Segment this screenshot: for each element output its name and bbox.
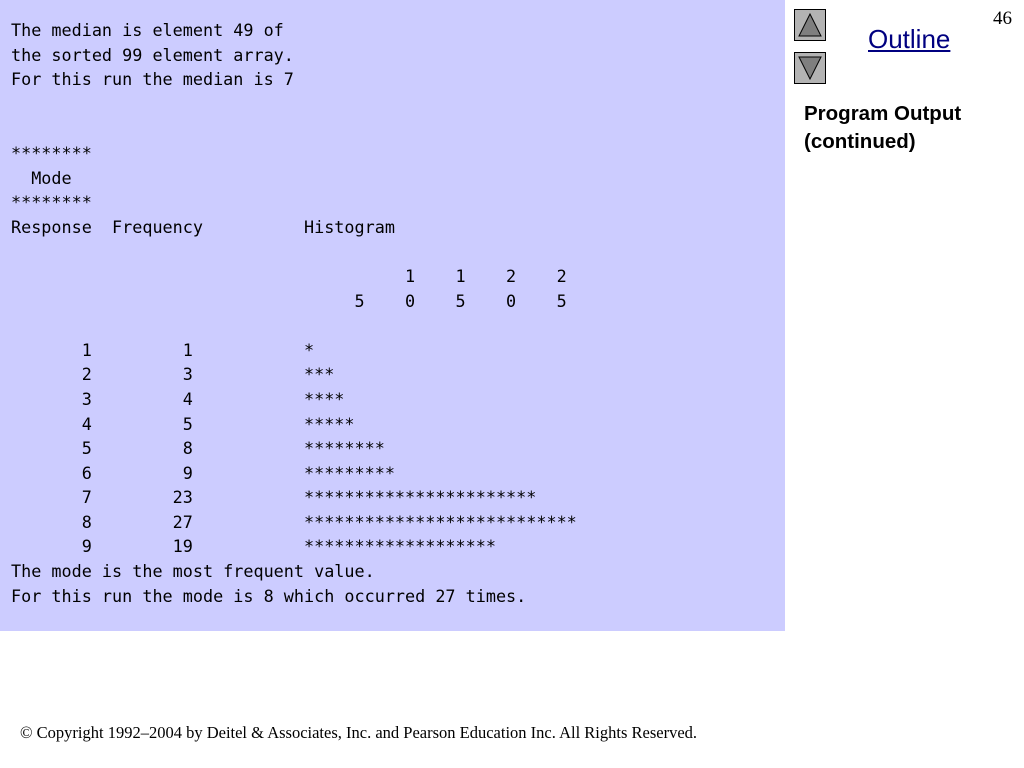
console-line: 1 1 2 2 xyxy=(11,265,567,286)
console-line: The median is element 49 of xyxy=(11,20,284,40)
console-line: 6 9 ********* xyxy=(11,462,395,483)
console-line: ******** xyxy=(11,192,92,213)
console-line: For this run the median is 7 xyxy=(11,69,294,90)
console-line: 5 0 5 0 5 xyxy=(11,290,567,311)
console-line: 8 27 *************************** xyxy=(11,511,577,532)
console-line: The mode is the most frequent value. xyxy=(11,561,375,582)
section-title xyxy=(804,100,961,156)
console-line: 1 1 * xyxy=(11,339,315,360)
console-line xyxy=(11,116,577,141)
triangle-up-icon xyxy=(797,12,823,38)
section-title-line-1: Program Output xyxy=(804,102,962,125)
copyright-footer: © Copyright 1992–2004 by Deitel & Associates, Inc. and Pearson Education Inc. All Rights Reserved. xyxy=(20,723,698,742)
console-line: 7 23 *********************** xyxy=(11,487,537,508)
console-line xyxy=(11,239,577,264)
console-line: ******** xyxy=(11,142,92,163)
console-line xyxy=(11,92,577,117)
console-line: For this run the mode is 8 which occurred 27 times. xyxy=(11,585,527,606)
console-line xyxy=(11,313,577,338)
triangle-down-icon xyxy=(797,55,823,81)
console-line: 4 5 ***** xyxy=(11,413,355,434)
previous-slide-button[interactable] xyxy=(794,9,826,41)
console-line: 3 4 **** xyxy=(11,388,345,409)
next-slide-button[interactable] xyxy=(794,52,826,84)
page-number: 46 xyxy=(993,8,1012,29)
console-line: 9 19 ******************* xyxy=(11,536,496,557)
console-line: the sorted 99 element array. xyxy=(11,44,294,65)
console-line: 2 3 *** xyxy=(11,364,335,385)
section-title-line-2: (continued) xyxy=(804,130,916,153)
console-line: Response Frequency Histogram xyxy=(11,216,395,237)
outline-link[interactable]: Outline xyxy=(868,24,951,54)
console-line: Mode xyxy=(11,167,72,188)
console-output xyxy=(11,18,577,608)
console-line: 5 8 ******** xyxy=(11,438,385,459)
